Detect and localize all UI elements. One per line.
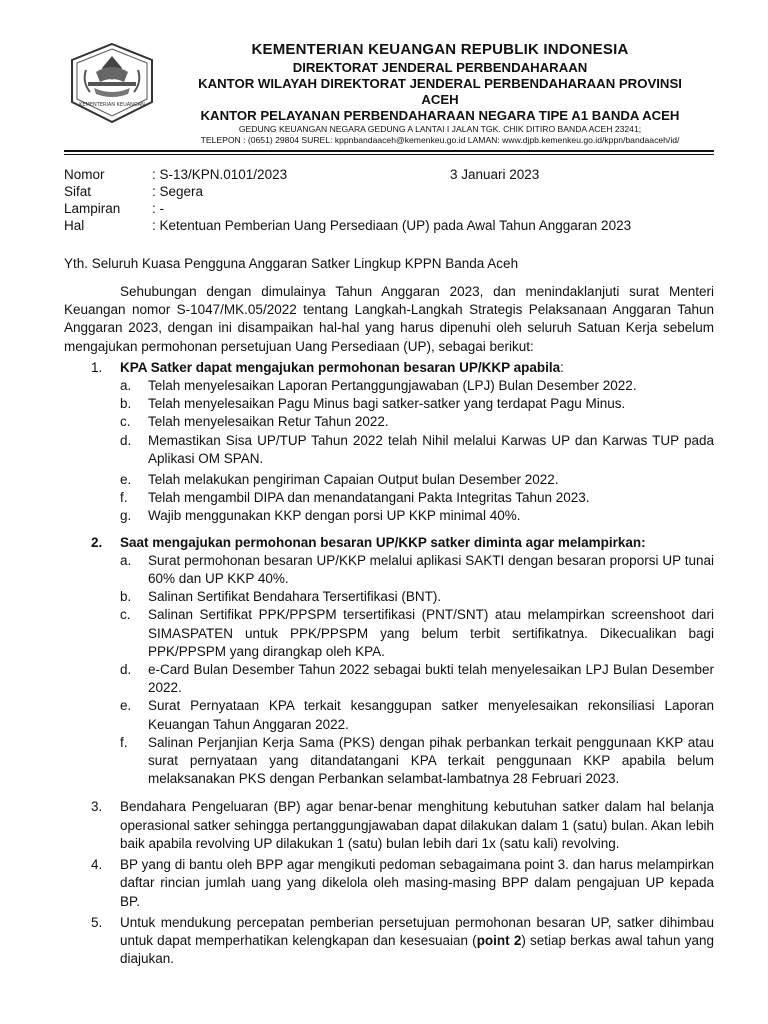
sub-text: Wajib menggunakan KKP dengan porsi UP KKP minimal 40%. [148, 508, 521, 524]
regional-office-name: KANTOR WILAYAH DIREKTORAT JENDERAL PERBENDAHARAAN PROVINSI [198, 76, 682, 91]
sub-letter: b. [120, 396, 132, 412]
sub-letter: a. [120, 378, 132, 394]
sub-text: Telah melakukan pengiriman Capaian Output bulan Desember 2022. [148, 472, 559, 488]
spacer [64, 526, 714, 534]
sub-item [120, 489, 714, 507]
meta-nomor [64, 166, 714, 183]
sub-item [120, 413, 714, 431]
office-name: KANTOR PELAYANAN PERBENDAHARAAN NEGARA TIPE A1 BANDA ACEH [200, 108, 680, 123]
sub-list [120, 377, 714, 526]
item-text: Bendahara Pengeluaran (BP) agar benar-benar menghitung kebutuhan satker dalam hal belanja operasional satker sehingga pertanggungjawaban dapat dilakukan dalam 1 (satu) bulan. Akan lebih baik apabila revolving UP dilakukan 1 (satu) bulan lebih dari 1x (satu kali) revolving. [120, 799, 714, 851]
sub-item [120, 432, 714, 468]
item-number: 1. [91, 359, 103, 375]
list-item-2 [64, 534, 714, 789]
sub-item [120, 606, 714, 661]
sifat-value: : Segera [152, 184, 204, 199]
sub-item [120, 588, 714, 606]
sifat-label: Sifat [64, 184, 92, 199]
item-text-pre: Untuk mendukung percepatan pemberian persetujuan permohonan besaran UP, satker dihimbau untuk dapat memperhatikan kelengkapan dan kesesuaian ( [120, 914, 714, 948]
nomor-label: Nomor [64, 167, 105, 182]
sub-letter: c. [120, 607, 131, 623]
sub-text: Telah menyelesaikan Retur Tahun 2022. [148, 414, 389, 430]
kemenkeu-logo-icon [66, 40, 158, 126]
sub-letter: f. [120, 734, 128, 750]
sub-text: Surat permohonan besaran UP/KKP melalui aplikasi SAKTI dengan besaran proporsi UP tunai 60% dan UP KKP 40%. [148, 552, 714, 587]
office-contact: TELEPON : (0651) 29804 SUREL: kppnbandaaceh@kemenkeu.go.id LAMAN: www.djpb.kemenkeu.go.id/kppn/bandaaceh/id/ [200, 135, 680, 145]
sub-item [120, 395, 714, 413]
sub-item [120, 377, 714, 395]
list-item-5 [64, 914, 714, 969]
hal-label: Hal [64, 218, 85, 233]
sub-letter: d. [120, 432, 132, 448]
letterhead-rule-thick [64, 150, 714, 152]
letter-meta [64, 166, 714, 234]
ministry-name: KEMENTERIAN KEUANGAN REPUBLIK INDONESIA [251, 41, 629, 58]
meta-lampiran [64, 200, 714, 217]
meta-hal [64, 217, 714, 234]
sub-text: Surat Pernyataan KPA terkait kesanggupan satker menyelesaikan rekonsiliasi Laporan Keuangan Tahun Anggaran 2022. [148, 698, 714, 732]
sub-text: Telah mengambil DIPA dan menandatangani Pakta Integritas Tahun 2023. [148, 490, 590, 506]
sub-item [120, 507, 714, 525]
sub-list [120, 552, 714, 789]
item-title: Saat mengajukan permohonan besaran UP/KKP satker diminta agar melampirkan: [120, 534, 646, 550]
item-number: 5. [91, 914, 103, 930]
hal-value: : Ketentuan Pemberian Uang Persediaan (UP) pada Awal Tahun Anggaran 2023 [152, 218, 632, 233]
item-text-post: ) setiap berkas awal tahun yang diajukan. [120, 932, 714, 967]
sub-text: Telah menyelesaikan Pagu Minus bagi satker-satker yang terdapat Pagu Minus. [148, 396, 626, 412]
sub-letter: e. [120, 472, 132, 488]
intro-paragraph: Sehubungan dengan dimulainya Tahun Anggaran 2023, dan menindaklanjuti surat Menteri Keuangan nomor S-1047/MK.05/2022 tentang Langkah-Langkah Strategis Pelaksanaan Anggaran Tahun Anggaran 2023, dengan ini disampaikan hal-hal yang harus dipenuhi oleh seluruh Satuan Kerja sebelum mengajukan permohonan persetujuan Uang Persediaan (UP), sebagai berikut: [64, 284, 714, 354]
item-text-bold: point 2 [476, 932, 522, 948]
sub-letter: b. [120, 589, 132, 605]
spacer [64, 788, 714, 798]
letterhead-rule-thin [64, 154, 714, 155]
greeting: Yth. Seluruh Kuasa Pengguna Anggaran Satker Lingkup KPPN Banda Aceh [64, 256, 519, 271]
list-item-4 [64, 856, 714, 911]
sub-item [120, 734, 714, 789]
sub-item [120, 471, 714, 489]
list-item-3 [64, 798, 714, 853]
directorate-name: DIREKTORAT JENDERAL PERBENDAHARAAN [292, 60, 588, 75]
lampiran-label: Lampiran [64, 201, 121, 216]
office-address: GEDUNG KEUANGAN NEGARA GEDUNG A LANTAI I JALAN TGK. CHIK DITIRO BANDA ACEH 23241; [238, 124, 642, 134]
item-text: BP yang di bantu oleh BPP agar mengikuti pedoman sebagaimana point 3. dan harus melampirkan daftar rincian jumlah uang yang dikelola oleh masing-masing BPP dalam pengajuan UP kepada BP. [120, 857, 714, 909]
sub-item [120, 697, 714, 733]
sub-text: Telah menyelesaikan Laporan Pertanggungjawaban (LPJ) Bulan Desember 2022. [148, 378, 637, 394]
sub-text: Salinan Sertifikat Bendahara Tersertifikasi (BNT). [148, 589, 442, 605]
sub-letter: e. [120, 698, 132, 714]
sub-letter: c. [120, 414, 131, 430]
logo-caption: KEMENTERIAN KEUANGAN [79, 102, 145, 108]
item-title: KPA Satker dapat mengajukan permohonan besaran UP/KKP apabila [120, 359, 561, 375]
lampiran-value: : - [152, 201, 164, 216]
sub-letter: a. [120, 552, 132, 568]
sub-text: Salinan Sertifikat PPK/PPSPM tersertifikasi (PNT/SNT) atau melampirkan screenshoot dari SIMASPATEN untuk PPK/PPSPM yang belum terbit sertifikatnya. Dikecualikan bagi PPK/PPSPM yang dirangkap oleh KPA. [148, 607, 714, 659]
letterhead [160, 40, 720, 146]
sub-letter: f. [120, 490, 128, 506]
sub-letter: d. [120, 662, 132, 678]
list-item-1 [64, 359, 714, 526]
item-number: 2. [91, 534, 103, 550]
sub-letter: g. [120, 508, 132, 524]
letter-date: 3 Januari 2023 [450, 167, 540, 182]
sub-item [120, 552, 714, 588]
sub-text: e-Card Bulan Desember Tahun 2022 sebagai bukti telah menyelesaikan LPJ Bulan Desember 2022. [148, 662, 714, 696]
sub-text: Salinan Perjanjian Kerja Sama (PKS) dengan pihak perbankan terkait penggunaan KKP atau surat pernyataan yang ditandatangani KPA terkait penggunaan KKP apabila belum melaksanakan PKS dengan Perbankan selambat-lambatnya 28 Februari 2023. [148, 734, 714, 787]
sub-text: Memastikan Sisa UP/TUP Tahun 2022 telah Nihil melalui Karwas UP dan Karwas TUP pada Aplikasi OM SPAN. [148, 432, 714, 466]
item-number: 3. [91, 799, 103, 815]
region-name: ACEH [421, 92, 459, 107]
nomor-value: : S-13/KPN.0101/2023 [152, 167, 288, 182]
sub-item [120, 661, 714, 697]
item-number: 4. [91, 857, 103, 873]
letter-body [64, 283, 714, 968]
requirements-list [64, 359, 714, 969]
item-title-suffix: : [560, 359, 564, 375]
meta-sifat [64, 183, 714, 200]
